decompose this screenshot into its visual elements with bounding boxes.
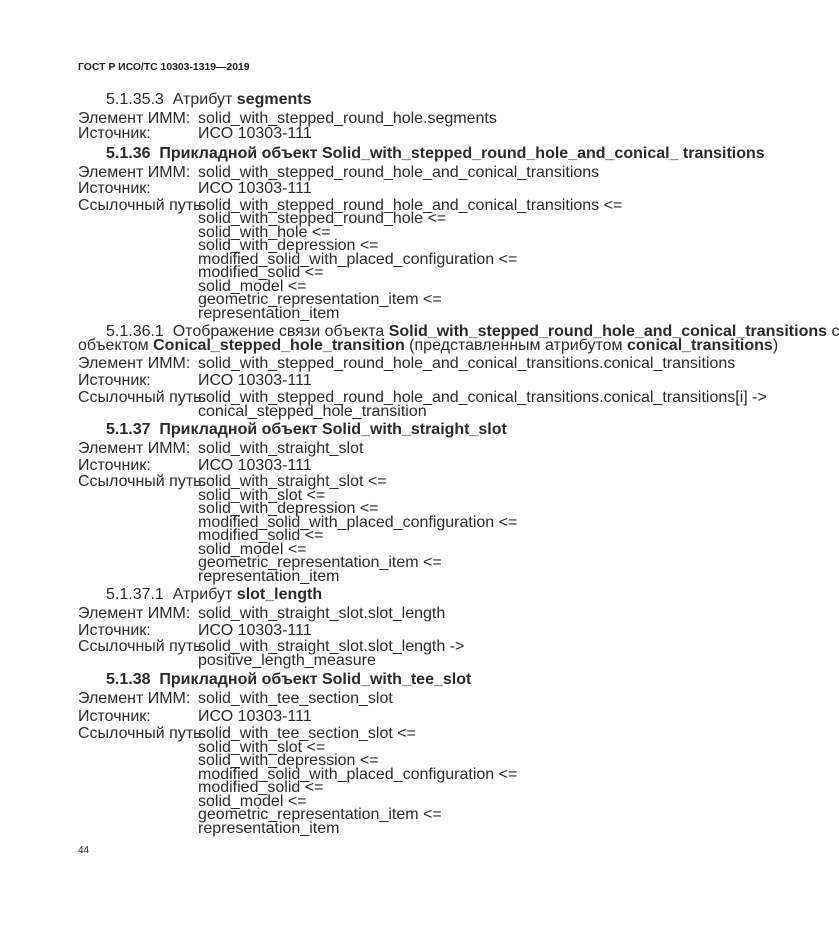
section-paragraph-cont	[78, 339, 778, 352]
path-line: representation_item	[198, 819, 340, 837]
path-line: geometric_representation_item <=	[198, 806, 442, 823]
path-line: solid_with_stepped_round_hole_and_conical_transitions.conical_transitions[i] ->	[198, 389, 767, 406]
path-line: solid_with_slot <=	[198, 738, 326, 756]
section-number: 5.1.38	[106, 671, 151, 688]
attribute-name: conical_transitions	[627, 337, 773, 354]
value-source: ИСО 10303-111	[198, 708, 312, 725]
path-line: solid_model <=	[198, 277, 307, 295]
object-name: Solid_with_tee_slot	[321, 671, 472, 688]
path-line: solid_model <=	[198, 540, 307, 558]
label-ref-path: Ссылочный путь:	[78, 638, 206, 655]
label-ref-path: Ссылочный путь:	[78, 473, 206, 490]
value-source: ИСО 10303-111	[198, 180, 312, 197]
path-line: representation_item	[198, 304, 340, 322]
page-number: 44	[78, 845, 90, 856]
section-word: Атрибут	[172, 586, 233, 603]
path-line: modified_solid <=	[198, 527, 324, 544]
value-source: ИСО 10303-111	[198, 457, 312, 474]
path-line: modified_solid <=	[198, 264, 324, 281]
path-line: solid_with_depression <=	[198, 500, 379, 517]
value-element: solid_with_stepped_round_hole_and_conical_transitions.conical_transitions	[198, 355, 736, 372]
path-line: geometric_representation_item <=	[198, 291, 442, 308]
value-source: ИСО 10303-111	[198, 125, 312, 142]
section-number: 5.1.35.3	[106, 91, 164, 108]
section-word: Прикладной объект	[159, 421, 318, 438]
path-line: solid_with_stepped_round_hole <=	[198, 210, 447, 227]
value-source: ИСО 10303-111	[198, 622, 312, 639]
path-line: geometric_representation_item <=	[198, 554, 442, 571]
attribute-name: segments	[236, 91, 312, 108]
value-element: solid_with_stepped_round_hole.segments	[198, 110, 497, 127]
object-name: Solid_with_stepped_round_hole_and_conical_ transitions	[321, 145, 765, 162]
object-name: Conical_stepped_hole_transition	[153, 337, 405, 354]
path-line: solid_with_slot <=	[198, 486, 326, 504]
value-element: solid_with_straight_slot	[198, 440, 364, 457]
label-source: Источник:	[78, 457, 151, 474]
path-line: solid_with_depression <=	[198, 237, 379, 254]
path-line: solid_with_straight_slot.slot_length ->	[198, 638, 465, 655]
value-element: solid_with_straight_slot.slot_length	[198, 605, 446, 622]
value-element: solid_with_tee_section_slot	[198, 690, 393, 707]
label-source: Источник:	[78, 125, 151, 142]
section-word: Атрибут	[172, 91, 233, 108]
label-ref-path: Ссылочный путь:	[78, 389, 206, 406]
label-ref-path: Ссылочный путь:	[78, 725, 206, 742]
label-ref-path: Ссылочный путь:	[78, 197, 206, 214]
section-heading-5-1-37-1	[106, 588, 322, 601]
path-line: solid_model <=	[198, 792, 307, 810]
path-line: modified_solid_with_placed_configuration <=	[198, 765, 518, 783]
label-element: Элемент ИММ:	[78, 605, 191, 622]
paragraph-text: )	[772, 337, 779, 354]
section-heading-5-1-38	[106, 673, 471, 686]
object-name: Solid_with_straight_slot	[321, 421, 507, 438]
path-line: conical_stepped_hole_transition	[198, 402, 427, 420]
path-line: positive_length_measure	[198, 651, 376, 669]
paragraph-text: (представленным атрибутом	[409, 337, 623, 354]
path-line: modified_solid <=	[198, 779, 324, 796]
path-line: solid_with_hole <=	[198, 223, 331, 241]
section-number: 5.1.37.1	[106, 586, 164, 603]
label-element: Элемент ИММ:	[78, 440, 191, 457]
path-line: solid_with_straight_slot <=	[198, 473, 387, 490]
label-element: Элемент ИММ:	[78, 690, 191, 707]
label-element: Элемент ИММ:	[78, 355, 191, 372]
section-word: Прикладной объект	[159, 145, 318, 162]
paragraph-text: объектом	[78, 337, 149, 354]
attribute-name: slot_length	[236, 586, 323, 603]
label-element: Элемент ИММ:	[78, 164, 191, 181]
path-line: solid_with_depression <=	[198, 752, 379, 769]
value-source: ИСО 10303-111	[198, 372, 312, 389]
label-source: Источник:	[78, 372, 151, 389]
object-name: Solid_with_stepped_round_hole_and_conical_transitions	[388, 323, 828, 340]
paragraph-text: Отображение связи объекта	[172, 323, 385, 340]
section-heading-5-1-36	[106, 147, 765, 160]
label-element: Элемент ИММ:	[78, 110, 191, 127]
path-line: solid_with_stepped_round_hole_and_conical_transitions <=	[198, 197, 623, 214]
paragraph-text: с	[831, 323, 839, 340]
section-number: 5.1.36.1	[106, 323, 164, 340]
path-line: modified_solid_with_placed_configuration <=	[198, 513, 518, 531]
label-source: Источник:	[78, 708, 151, 725]
section-word: Прикладной объект	[159, 671, 318, 688]
document-header: ГОСТ Р ИСО/ТС 10303-1319—2019	[78, 62, 250, 73]
section-number: 5.1.37	[106, 421, 151, 438]
value-element: solid_with_stepped_round_hole_and_conical_transitions	[198, 164, 600, 181]
path-line: modified_solid_with_placed_configuration <=	[198, 250, 518, 268]
label-source: Источник:	[78, 180, 151, 197]
section-heading-5-1-35-3	[106, 93, 312, 106]
section-number: 5.1.36	[106, 145, 151, 162]
path-line: solid_with_tee_section_slot <=	[198, 725, 416, 742]
label-source: Источник:	[78, 622, 151, 639]
path-line: representation_item	[198, 567, 340, 585]
section-heading-5-1-37	[106, 423, 507, 436]
